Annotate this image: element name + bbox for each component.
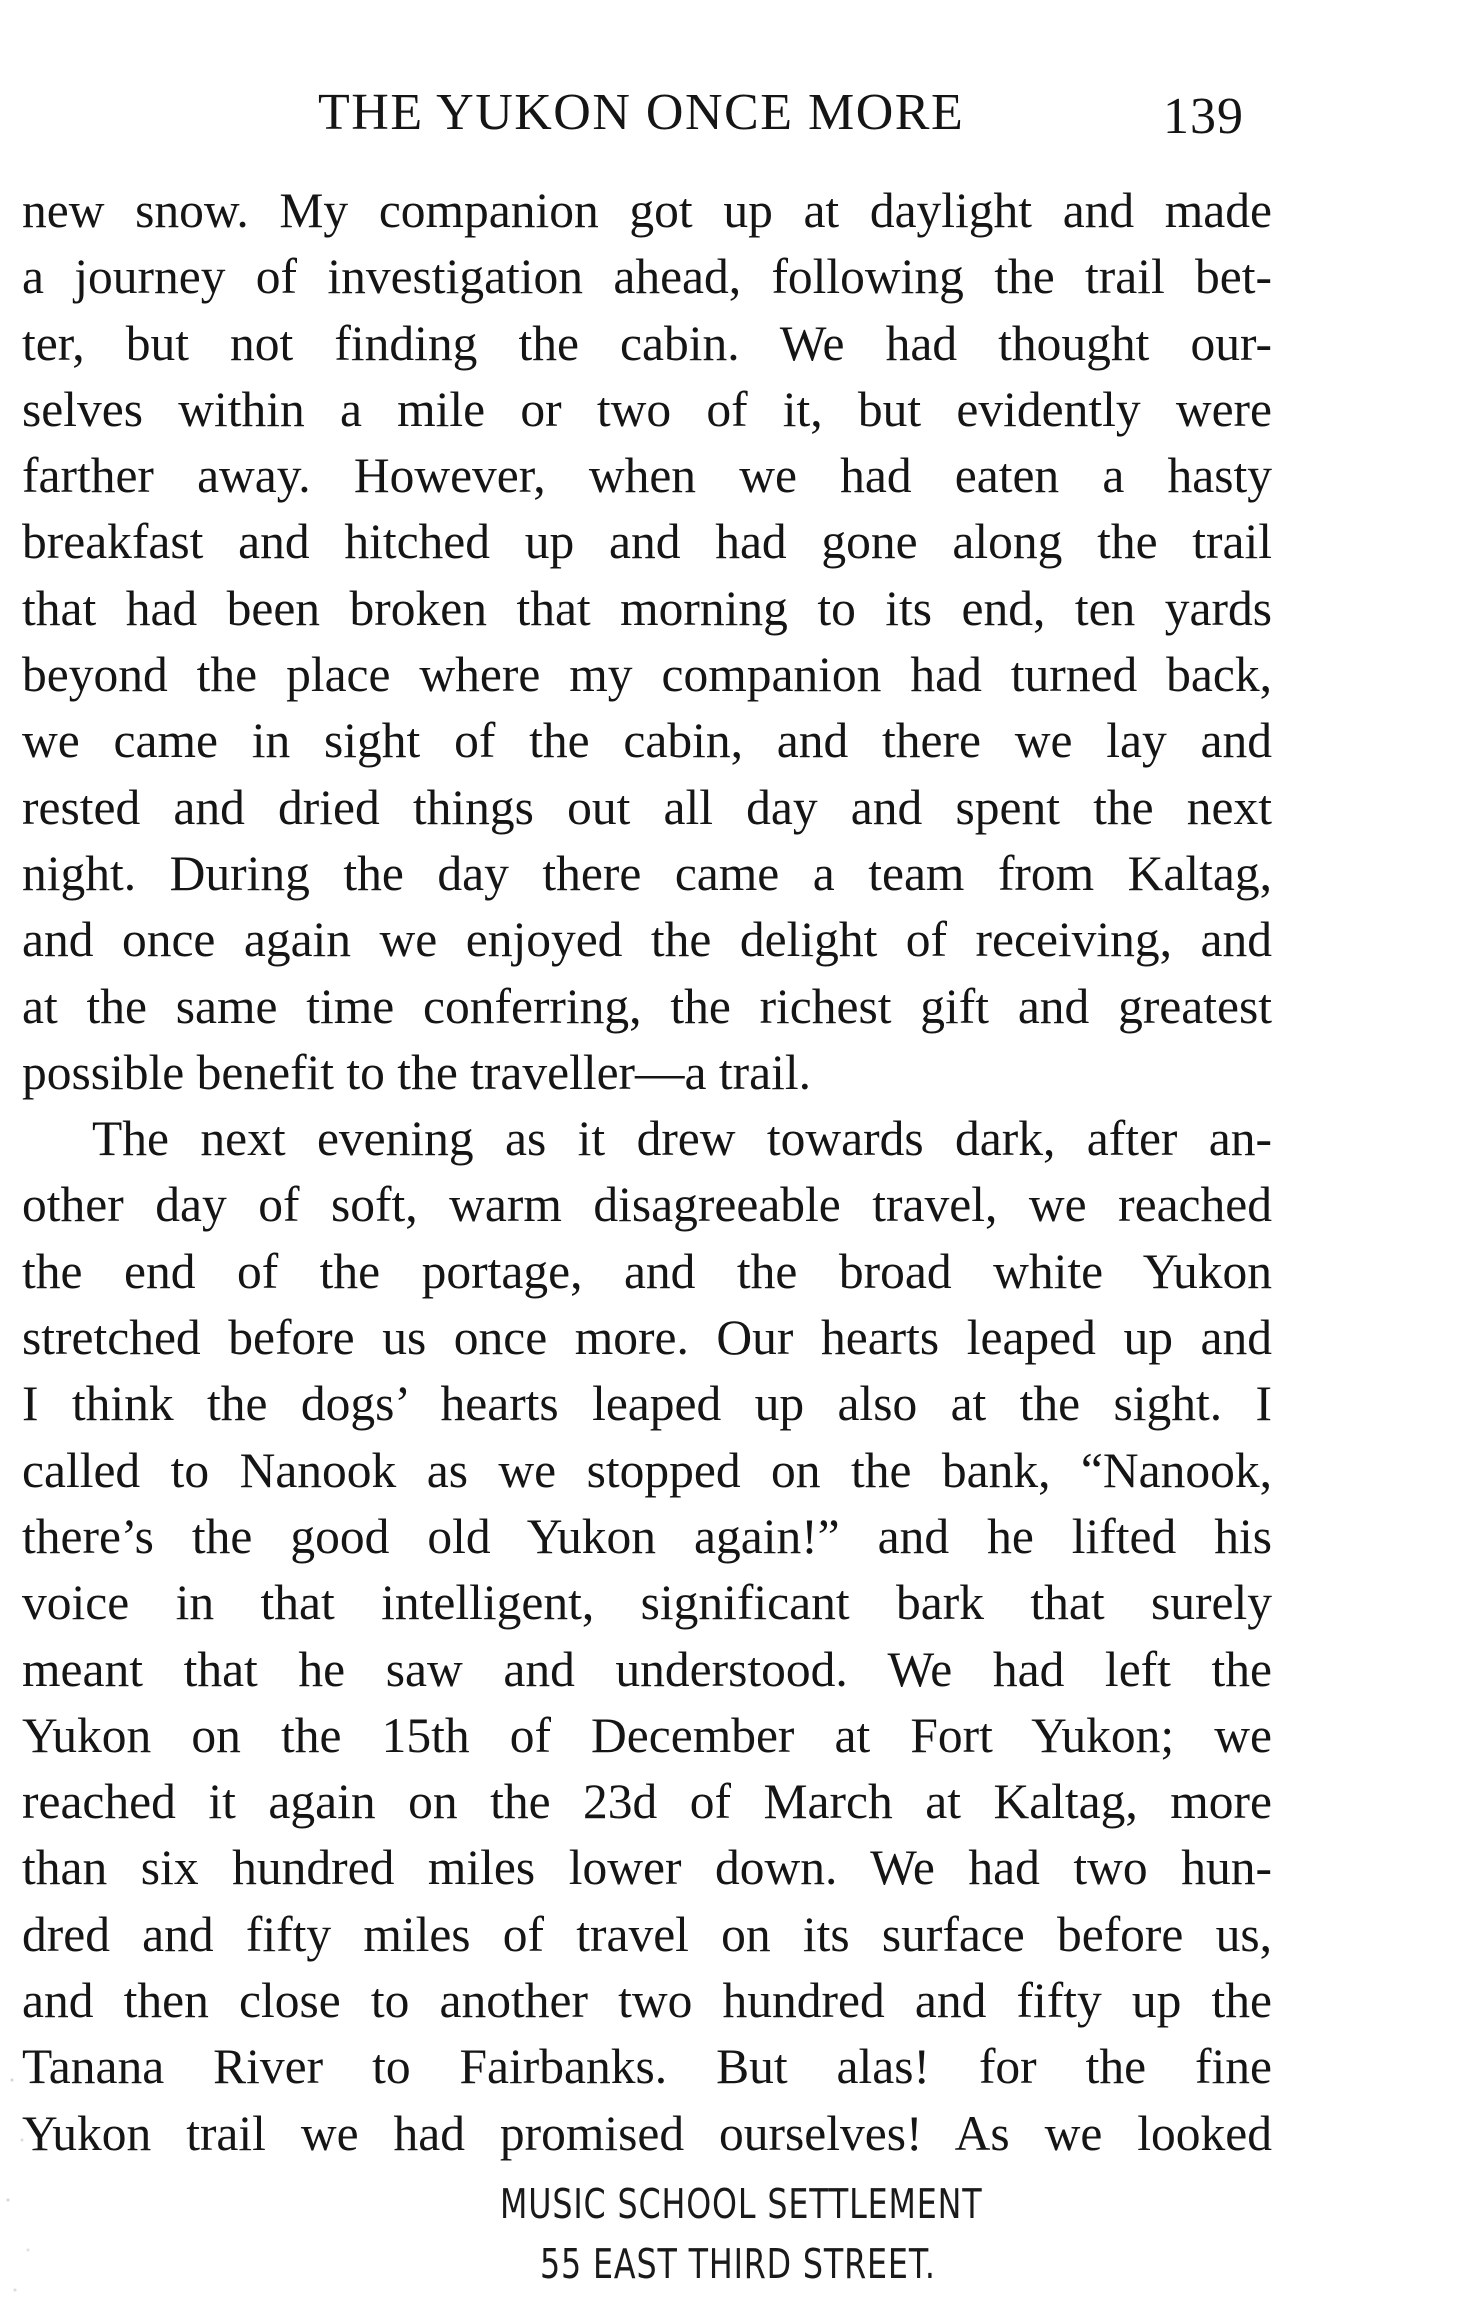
text-line: we came in sight of the cabin, and there we lay and <box>22 713 1272 769</box>
text-line: rested and dried things out all day and spent the next <box>22 779 1272 835</box>
stamp-line-address: 55 EAST THIRD STREET. <box>540 2240 936 2288</box>
text-line: breakfast and hitched up and had gone along the trail <box>22 514 1272 570</box>
paper-specks <box>0 2050 40 2310</box>
running-head <box>0 78 1458 148</box>
text-line: than six hundred miles lower down. We had two hun- <box>22 1840 1272 1896</box>
text-line: Tanana River to Fairbanks. But alas! for the fine <box>22 2039 1272 2095</box>
text-line: at the same time conferring, the richest gift and greatest <box>22 978 1272 1034</box>
page-number: 139 <box>1163 88 1244 145</box>
text-line: other day of soft, warm disagreeable travel, we reached <box>22 1177 1272 1233</box>
text-line: Yukon on the 15th of December at Fort Yukon; we <box>22 1707 1272 1763</box>
text-line: a journey of investigation ahead, following the trail bet- <box>22 249 1272 305</box>
text-line: meant that he saw and understood. We had left the <box>22 1641 1272 1697</box>
text-line: Yukon trail we had promised ourselves! As we looked <box>22 2105 1272 2161</box>
text-line: farther away. However, when we had eaten a hasty <box>22 448 1272 504</box>
text-line: new snow. My companion got up at daylight and made <box>22 183 1272 238</box>
text-line: reached it again on the 23d of March at Kaltag, more <box>22 1774 1272 1830</box>
body-text <box>22 178 1272 2167</box>
text-line: dred and fifty miles of travel on its surface before us, <box>22 1906 1272 1962</box>
text-line: voice in that intelligent, significant bark that surely <box>22 1575 1272 1631</box>
text-line: I think the dogs’ hearts leaped up also at the sight. I <box>22 1376 1272 1432</box>
text-line: and then close to another two hundred and fifty up the <box>22 1973 1272 2029</box>
text-line: beyond the place where my companion had turned back, <box>22 647 1272 703</box>
running-title: THE YUKON ONCE MORE <box>318 84 965 141</box>
text-line: there’s the good old Yukon again!” and he lifted his <box>22 1508 1272 1564</box>
text-line: and once again we enjoyed the delight of receiving, and <box>22 912 1272 968</box>
text-line: night. During the day there came a team from Kaltag, <box>22 845 1272 901</box>
paragraph-start-line: The next evening as it drew towards dark, after an- <box>92 1111 1272 1167</box>
stamp-line-name: MUSIC SCHOOL SETTLEMENT <box>500 2180 983 2228</box>
text-line: possible benefit to the traveller—a trail. <box>22 1044 811 1100</box>
text-line: called to Nanook as we stopped on the bank, “Nanook, <box>22 1442 1272 1498</box>
text-line: ter, but not finding the cabin. We had thought our- <box>22 315 1272 371</box>
text-line: stretched before us once more. Our hearts leaped up and <box>22 1310 1272 1366</box>
text-line: selves within a mile or two of it, but evidently were <box>22 381 1272 437</box>
text-line: the end of the portage, and the broad white Yukon <box>22 1243 1272 1299</box>
text-line: that had been broken that morning to its end, ten yards <box>22 580 1272 636</box>
